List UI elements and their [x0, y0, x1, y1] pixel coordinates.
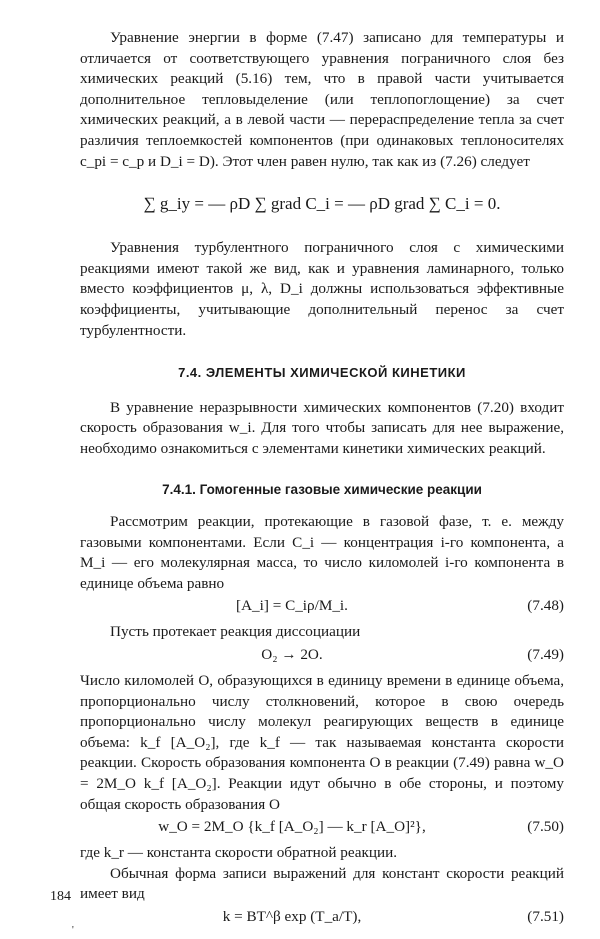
equation-7-51: [80, 907, 564, 931]
paragraph-gas-reactions: Рассмотрим реакции, протекающие в газовой фазе, т. е. между газовыми компонентами. Если C_i — концентрация i-го компонента, а M_i — его молекулярная масса, то число киломолей i-го компонента в единице объема равно: [80, 513, 564, 592]
equation-sum: ∑ g_iy = — ρD ∑ grad C_i = — ρD grad ∑ C_i = 0.: [143, 194, 501, 214]
paragraph-energy-equation: Уравнение энергии в форме (7.47) записано для температуры и отличается от соответствующего уравнения пограничного слоя без химических реакций (5.16) тем, что в правой части учитывается дополнительное тепловыделение (или теплопоглощение) за счет химических реакций, а в левой части — перераспределение тепла за счет различия теплоемкостей компонентов (при одинаковых теплоносителях c_pi = c_p и D_i = D). Этот член равен нулю, так как из (7.26) следует: [80, 29, 564, 170]
equation-7-50: [80, 817, 564, 841]
equation-7-49-number: (7.49): [527, 646, 564, 664]
subsection-title: 7.4.1. Гомогенные газовые химические реакции: [162, 481, 482, 497]
equation-7-51-number: (7.51): [527, 908, 564, 925]
equation-7-48-body: [A_i] = C_iρ/M_i.: [236, 597, 348, 615]
page-number: 184: [50, 889, 71, 904]
paragraph-continuity: В уравнение неразрывности химических компонентов (7.20) входит скорость образования w_i. Для того чтобы записать для нее выражение, необходимо ознакомиться с элементами кинетики химических реакций.: [80, 398, 564, 457]
equation-7-50-number: (7.50): [527, 818, 564, 836]
scan-mark: ': [72, 925, 74, 936]
equation-7-49: [80, 645, 564, 669]
paragraph-kilomoles: Число киломолей О, образующихся в единицу времени в единице объема, пропорционально числу столкновений, которое в свою очередь пропорционально числу молекул реагирующих веществ в единице объема: k_f [A_O₂], где k_f — так называемая константа скорости реакции. Скорость образования компонента О в реакции (7.49) равна w_O = 2M_O k_f [A_O₂]. Реакции идут обычно в обе стороны, и поэтому общая скорость образования О: [80, 672, 564, 813]
equation-7-51-body: k = BT^β exp (T_a/T),: [222, 908, 362, 925]
paragraph-turbulent: Уравнения турбулентного пограничного слоя с химическими реакциями имеют такой же вид, как и уравнения ламинарного, только вместо коэффициентов μ, λ, D_i должны использоваться эффективные коэффициенты, учитывающие дополнительный перенос за счет турбулентности.: [80, 239, 564, 339]
equation-7-48: [80, 596, 564, 620]
equation-7-48-number: (7.48): [527, 597, 564, 615]
section-title: 7.4. ЭЛЕМЕНТЫ ХИМИЧЕСКОЙ КИНЕТИКИ: [178, 365, 466, 381]
paragraph-reverse-constant: где k_r — константа скорости обратной реакции.: [80, 844, 398, 862]
paragraph-dissociation: Пусть протекает реакция диссоциации: [110, 623, 361, 641]
paragraph-rate-constants: Обычная форма записи выражений для констант скорости реакций имеет вид: [80, 864, 564, 903]
equation-7-50-body: w_O = 2M_O {k_f [A_O₂] — k_r [A_O]²},: [158, 818, 426, 836]
equation-7-49-body: O₂ → 2O.: [261, 646, 323, 664]
page-content: [80, 28, 564, 933]
